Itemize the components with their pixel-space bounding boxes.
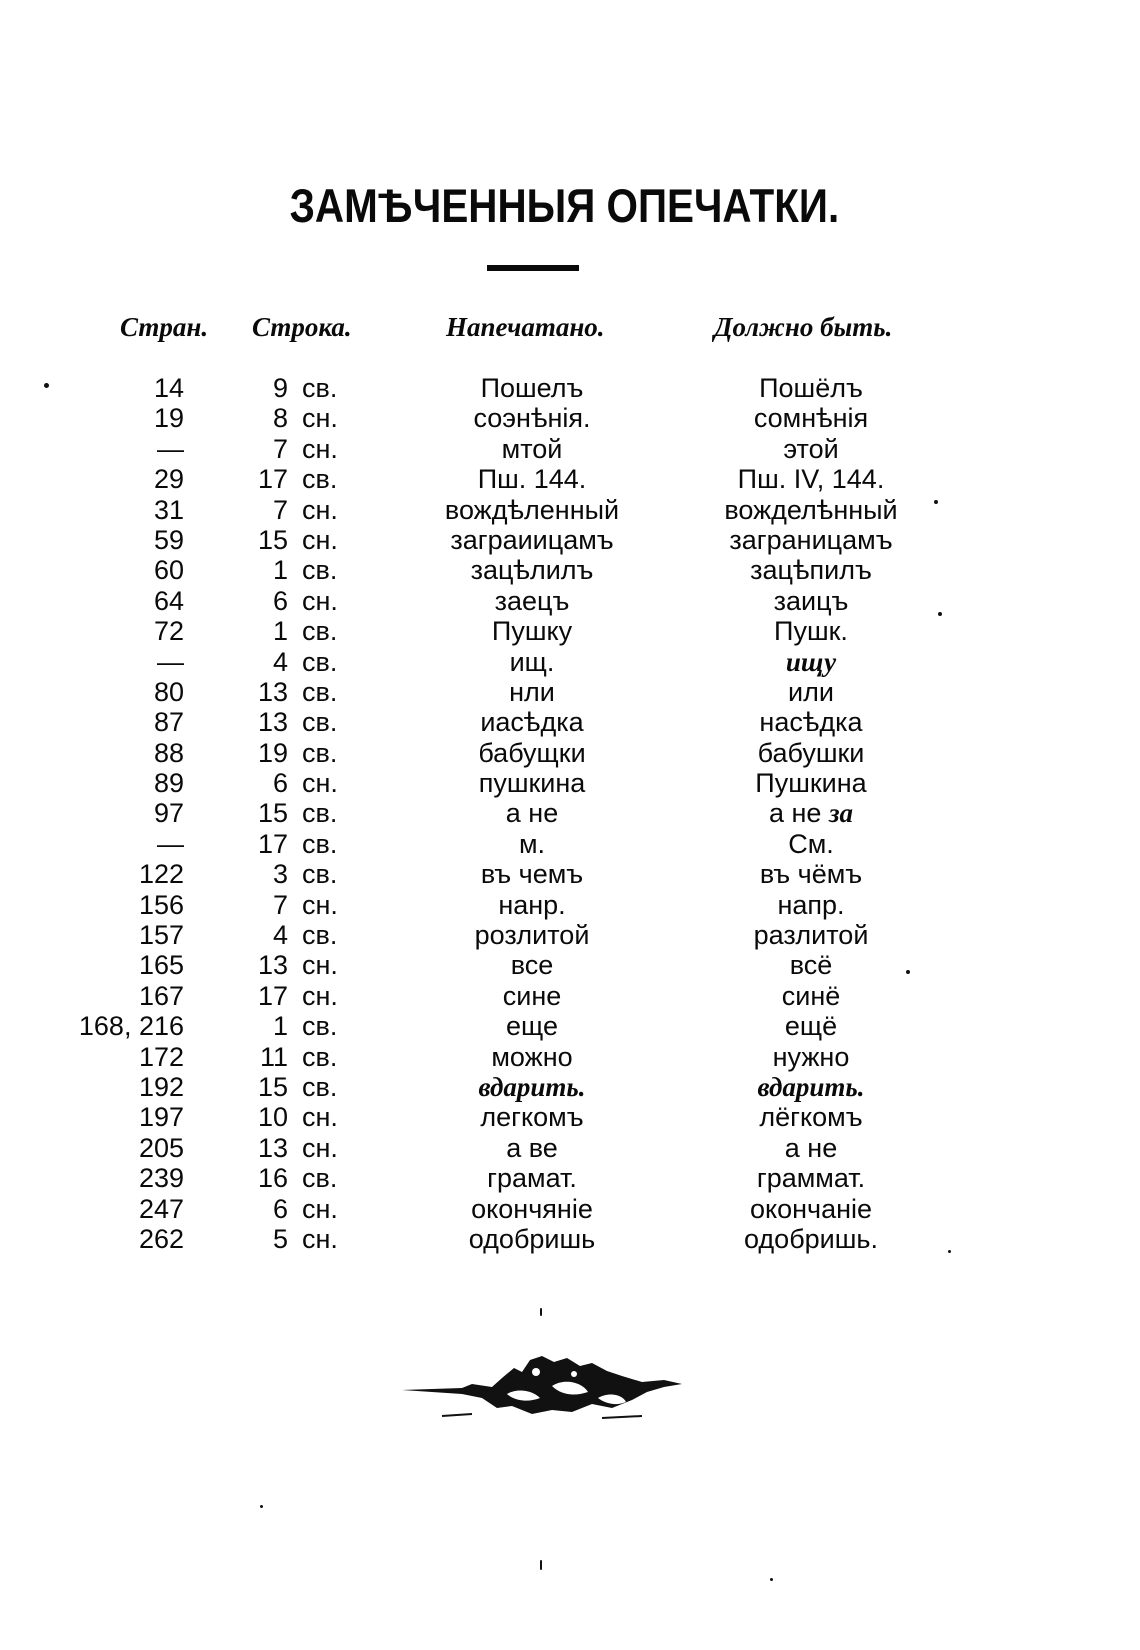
line-direction-cell: сн. (302, 1102, 338, 1133)
header-printed: Напечатано. (446, 312, 605, 342)
table-row (0, 403, 1140, 433)
printed-cell: зацѣлилъ (470, 555, 594, 586)
line-direction-cell: св. (302, 1163, 338, 1194)
should-be-cell: граммат. (756, 1163, 866, 1194)
should-be-cell: а не (784, 1132, 838, 1163)
line-number-cell: 17 (257, 828, 288, 859)
line-direction-cell: сн. (302, 1132, 338, 1163)
line-number-cell: 10 (257, 1102, 288, 1133)
line-number-cell: 1 (272, 555, 288, 586)
line-number-cell: 15 (257, 524, 288, 555)
header-should-be: Должно быть. (714, 312, 893, 342)
line-number-cell: 6 (272, 585, 288, 616)
table-row (0, 616, 1140, 646)
page-number-cell: — (157, 646, 184, 677)
line-number-cell: 1 (272, 616, 288, 647)
line-number-cell: 1 (272, 1011, 288, 1042)
table-row (0, 464, 1140, 494)
printed-cell: соэнѣнія. (473, 403, 591, 434)
line-direction-cell: сн. (302, 524, 338, 555)
table-row (0, 586, 1140, 616)
table-row (0, 859, 1140, 889)
page-number-cell: 157 (138, 920, 184, 951)
line-direction-cell: св. (302, 798, 338, 829)
speck (948, 1250, 951, 1253)
line-number-cell: 13 (257, 1132, 288, 1163)
line-number-cell: 13 (257, 950, 288, 981)
line-direction-cell: св. (302, 646, 338, 677)
page-number-cell: 168, 216 (78, 1011, 184, 1042)
table-row (0, 1133, 1140, 1163)
table-row (0, 1224, 1140, 1254)
should-be-cell: заицъ (773, 585, 849, 616)
line-direction-cell: сн. (302, 768, 338, 799)
line-number-cell: 8 (272, 403, 288, 434)
should-be-extra: за (828, 798, 854, 829)
page-number-cell: 97 (153, 798, 184, 829)
line-number-cell: 4 (272, 646, 288, 677)
table-row (0, 1072, 1140, 1102)
line-number-cell: 4 (272, 920, 288, 951)
page-number-cell: 167 (138, 980, 184, 1011)
page-number-cell: 192 (138, 1071, 184, 1102)
line-direction-cell: сн. (302, 433, 338, 464)
line-number-cell: 7 (272, 433, 288, 464)
line-direction-cell: св. (302, 616, 338, 647)
printed-cell: окончяніе (471, 1193, 593, 1224)
page-number-cell: 19 (153, 403, 184, 434)
page-number-cell: 64 (153, 585, 184, 616)
should-be-cell: вожделѣнный (724, 494, 898, 525)
page-number-cell: — (157, 828, 184, 859)
should-be-cell: Пушк. (774, 616, 848, 647)
should-be-cell (769, 798, 853, 828)
should-be-cell: См. (788, 828, 834, 859)
printed-cell: вождѣленный (444, 494, 620, 525)
printed-cell: нли (509, 676, 555, 707)
should-be-cell: синё (781, 980, 841, 1011)
line-number-cell: 17 (257, 464, 288, 495)
line-direction-cell: св. (302, 859, 338, 890)
vignette-ornament-icon (402, 1338, 682, 1428)
page-number-cell: 89 (153, 768, 184, 799)
line-direction-cell: сн. (302, 1193, 338, 1224)
line-direction-cell: св. (302, 1011, 338, 1042)
line-direction-cell: сн. (302, 1223, 338, 1254)
page-number-cell: 247 (138, 1193, 184, 1224)
table-row (0, 495, 1140, 525)
line-direction-cell: сн. (302, 950, 338, 981)
table-row (0, 373, 1140, 403)
page-number-cell: 29 (153, 464, 184, 495)
table-row (0, 829, 1140, 859)
should-be-text: а не (768, 798, 822, 829)
speck (934, 500, 938, 504)
printed-cell: сине (502, 980, 562, 1011)
line-direction-cell: св. (302, 707, 338, 738)
printed-cell: въ чемъ (480, 859, 584, 890)
page-number-cell: 14 (153, 373, 184, 403)
table-row (0, 1011, 1140, 1041)
printed-cell: заецъ (494, 585, 570, 616)
line-number-cell: 6 (272, 1193, 288, 1224)
line-number-cell: 15 (257, 1071, 288, 1102)
printed-cell: розлитой (474, 920, 590, 951)
speck (540, 1308, 542, 1316)
page-number-cell: 72 (153, 616, 184, 647)
table-row (0, 1102, 1140, 1132)
printed-cell: легкомъ (480, 1102, 584, 1133)
line-number-cell: 7 (272, 889, 288, 920)
line-direction-cell: св. (302, 828, 338, 859)
should-be-cell: окончаніе (749, 1193, 873, 1224)
speck (540, 1560, 542, 1570)
should-be-cell: всё (789, 950, 833, 981)
page-number-cell: 156 (138, 889, 184, 920)
line-number-cell: 3 (272, 859, 288, 890)
should-be-cell: Пошёлъ (759, 373, 863, 403)
line-number-cell: 11 (259, 1041, 288, 1072)
printed-cell: мтой (501, 433, 563, 464)
line-direction-cell: сн. (302, 889, 338, 920)
line-number-cell: 19 (257, 737, 288, 768)
table-row (0, 525, 1140, 555)
table-row (0, 434, 1140, 464)
should-be-cell: ищу (785, 646, 837, 677)
printed-cell: все (510, 950, 554, 981)
line-number-cell: 6 (272, 768, 288, 799)
page-number-cell: 172 (138, 1041, 184, 1072)
header-line: Строка. (252, 312, 352, 342)
line-number-cell: 16 (257, 1163, 288, 1194)
line-number-cell: 9 (272, 373, 288, 403)
printed-cell: грамат. (487, 1163, 577, 1194)
line-direction-cell: св. (302, 676, 338, 707)
table-row (0, 647, 1140, 677)
line-number-cell: 17 (257, 980, 288, 1011)
should-be-cell: Пушкина (755, 768, 867, 799)
should-be-cell: нужно (772, 1041, 850, 1072)
should-be-cell: разлитой (753, 920, 869, 951)
page-title: ЗАМѢЧЕННЫЯ ОПЕЧАТКИ. (289, 179, 840, 232)
speck (770, 1578, 773, 1581)
page-number-cell: 59 (153, 524, 184, 555)
should-be-cell: сомнѣнія (753, 403, 869, 434)
should-be-cell: ещё (784, 1011, 838, 1042)
printed-cell: ищ. (509, 646, 555, 677)
title-rule (487, 265, 579, 271)
line-direction-cell: св. (302, 464, 338, 495)
printed-cell: а ве (506, 1132, 558, 1163)
printed-cell: Пошелъ (480, 373, 584, 403)
should-be-cell: напр. (777, 889, 845, 920)
printed-cell: Пушку (491, 616, 573, 647)
line-direction-cell: сн. (302, 494, 338, 525)
should-be-cell: лёгкомъ (759, 1102, 863, 1133)
speck (938, 612, 942, 616)
table-row (0, 950, 1140, 980)
line-direction-cell: сн. (302, 403, 338, 434)
speck (906, 970, 910, 974)
page-number-cell: 80 (153, 676, 184, 707)
printed-cell: иасѣдка (480, 707, 584, 738)
printed-cell: вдарить. (478, 1071, 586, 1102)
line-number-cell: 13 (257, 676, 288, 707)
should-be-cell: заграницамъ (729, 524, 893, 555)
should-be-cell: или (788, 676, 834, 707)
printed-cell: а не (505, 798, 559, 829)
table-row (0, 768, 1140, 798)
printed-cell: можно (491, 1041, 573, 1072)
page-number-cell: 239 (138, 1163, 184, 1194)
line-number-cell: 7 (272, 494, 288, 525)
page-number-cell: 88 (153, 737, 184, 768)
should-be-cell: зацѣпилъ (750, 555, 872, 586)
line-direction-cell: сн. (302, 980, 338, 1011)
should-be-cell: одобришь. (744, 1223, 878, 1254)
table-row (0, 890, 1140, 920)
should-be-cell: Пш. IV, 144. (737, 464, 885, 495)
table-row (0, 981, 1140, 1011)
table-row (0, 738, 1140, 768)
table-row (0, 920, 1140, 950)
page-number-cell: — (157, 433, 184, 464)
printed-cell: пушкина (478, 768, 586, 799)
line-direction-cell: св. (302, 555, 338, 586)
table-row (0, 555, 1140, 585)
line-direction-cell: св. (302, 920, 338, 951)
printed-cell: еще (506, 1011, 558, 1042)
page-number-cell: 205 (138, 1132, 184, 1163)
should-be-cell: насѣдка (759, 707, 863, 738)
page-number-cell: 122 (138, 859, 184, 890)
printed-cell: заграиицамъ (450, 524, 614, 555)
line-direction-cell: св. (302, 373, 338, 403)
should-be-cell: въ чёмъ (759, 859, 863, 890)
should-be-cell: этой (783, 433, 839, 464)
line-number-cell: 5 (272, 1223, 288, 1254)
page-number-cell: 262 (138, 1223, 184, 1254)
line-direction-cell: св. (302, 1041, 338, 1072)
page-number-cell: 31 (153, 494, 184, 525)
should-be-cell: бабушки (757, 737, 865, 768)
table-row (0, 1194, 1140, 1224)
table-row (0, 1163, 1140, 1193)
line-direction-cell: св. (302, 1071, 338, 1102)
page-number-cell: 165 (138, 950, 184, 981)
line-number-cell: 15 (257, 798, 288, 829)
page-number-cell: 197 (138, 1102, 184, 1133)
table-row (0, 707, 1140, 737)
printed-cell: м. (518, 828, 546, 859)
printed-cell: нанр. (498, 889, 566, 920)
page-number-cell: 87 (153, 707, 184, 738)
table-row (0, 1042, 1140, 1072)
errata-table (0, 373, 1140, 1254)
line-direction-cell: сн. (302, 585, 338, 616)
table-row (0, 677, 1140, 707)
header-page: Стран. (120, 312, 209, 342)
line-direction-cell: св. (302, 737, 338, 768)
line-number-cell: 13 (257, 707, 288, 738)
speck (260, 1505, 263, 1508)
printed-cell: Пш. 144. (477, 464, 587, 495)
printed-cell: бабущки (478, 737, 586, 768)
page-number-cell: 60 (153, 555, 184, 586)
table-row (0, 798, 1140, 828)
should-be-cell: вдарить. (757, 1071, 865, 1102)
printed-cell: одобришь (468, 1223, 596, 1254)
speck (44, 383, 49, 388)
